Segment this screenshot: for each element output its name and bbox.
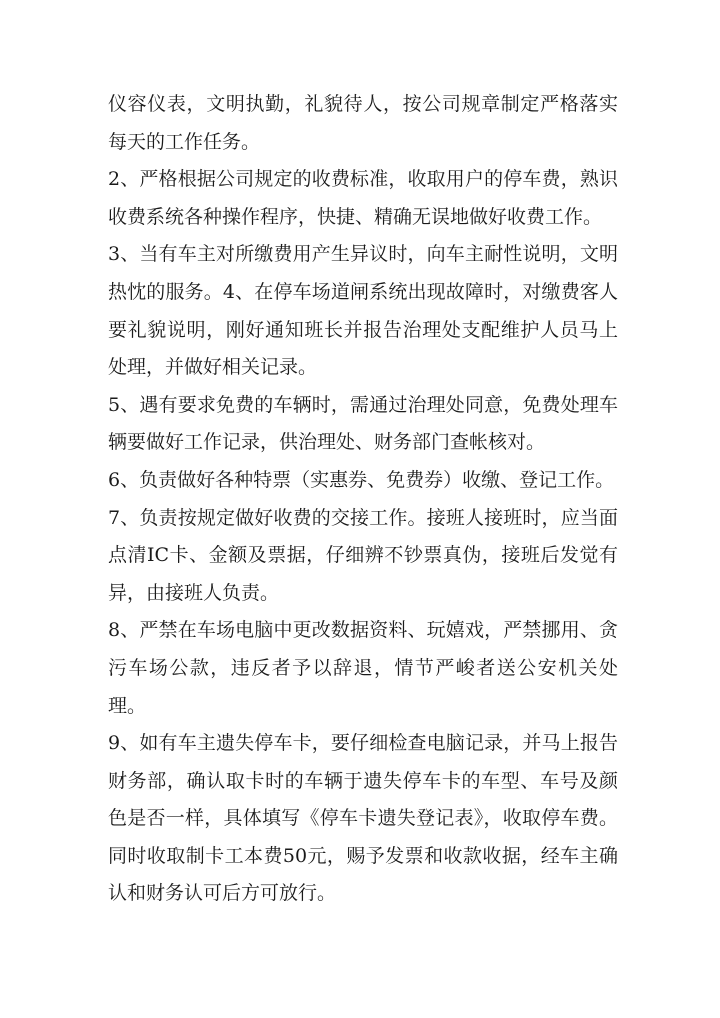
paragraph-item-2: 2、严格根据公司规定的收费标准，收取用户的停车费，熟识收费系统各种操作程序，快捷、精确无误地做好收费工作。 xyxy=(108,168,618,228)
document-body xyxy=(108,86,618,913)
paragraph-item-3-4: 3、当有车主对所缴费用产生异议时，向车主耐性说明，文明热忱的服务。4、在停车场道闸系统出现故障时，对缴费客人要礼貌说明，刚好通知班长并报告治理处支配维护人员马上处理，并做好相关记录。 xyxy=(108,243,618,379)
paragraph-item-6: 6、负责做好各种特票（实惠券、免费券）收缴、登记工作。 xyxy=(108,468,615,491)
paragraph-item-7: 7、负责按规定做好收费的交接工作。接班人接班时，应当面点清IC卡、金额及票据，仔细辨不钞票真伪，接班后发觉有异，由接班人负责。 xyxy=(108,506,618,604)
paragraph-item-8: 8、严禁在车场电脑中更改数据资料、玩嬉戏，严禁挪用、贪污车场公款，违反者予以辞退，情节严峻者送公安机关处理。 xyxy=(108,619,618,717)
paragraph-item-5: 5、遇有要求免费的车辆时，需通过治理处同意，免费处理车辆要做好工作记录，供治理处、财务部门查帐核对。 xyxy=(108,393,618,454)
paragraph-intro: 仪容仪表，文明执勤，礼貌待人，按公司规章制定严格落实每天的工作任务。 xyxy=(108,93,618,153)
paragraph-item-9: 9、如有车主遗失停车卡，要仔细检查电脑记录，并马上报告财务部，确认取卡时的车辆于遗失停车卡的车型、车号及颜色是否一样，具体填写《停车卡遗失登记表》，收取停车费。同时收取制卡工本费50元，赐予发票和收款收据，经车主确认和财务认可后方可放行。 xyxy=(108,732,618,905)
